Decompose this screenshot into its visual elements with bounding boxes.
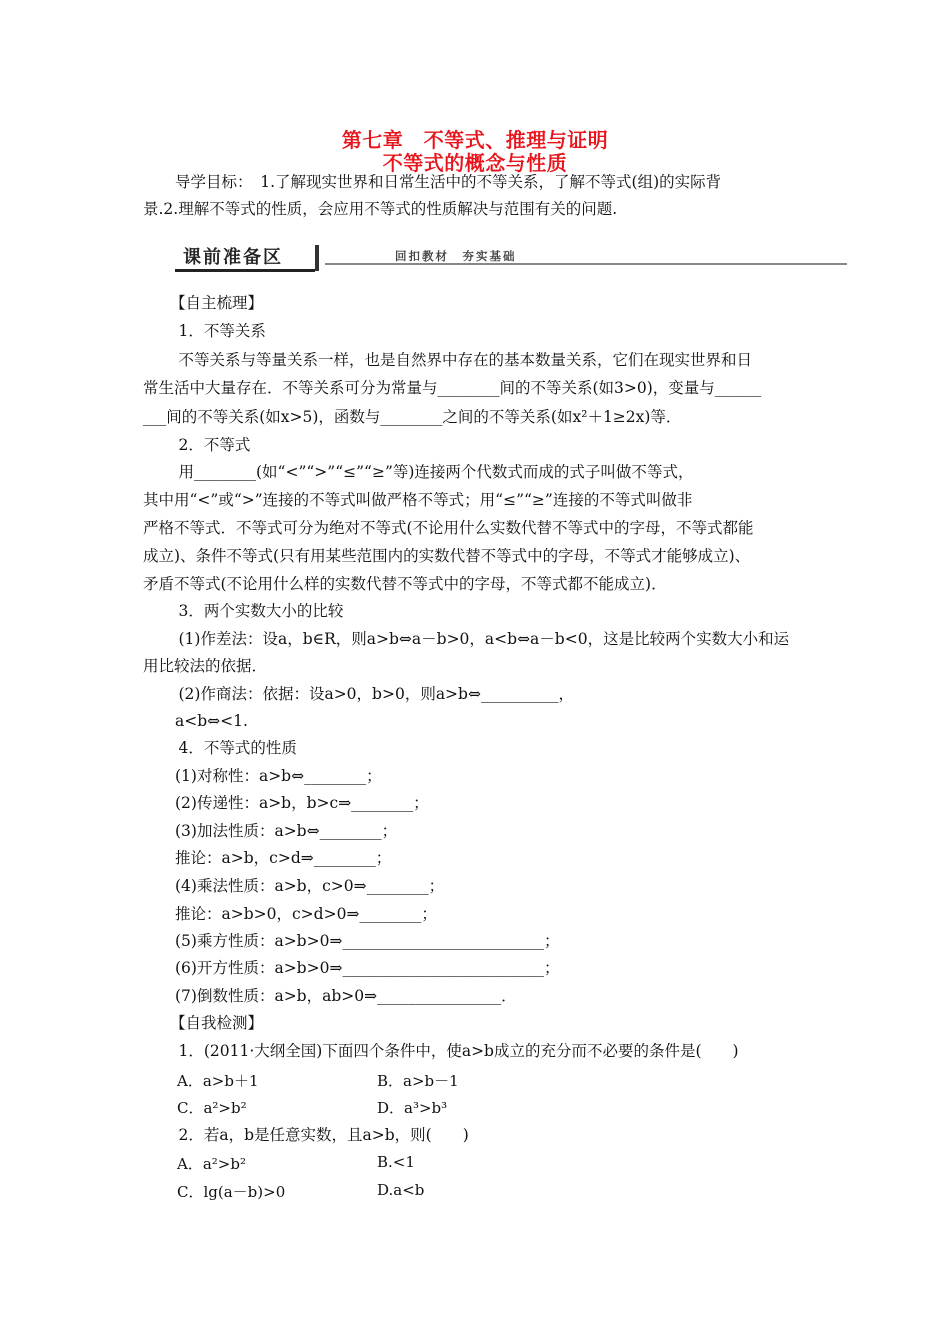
text-line: (1)作差法：设a，b∈R，则a>b⇔a－b>0，a<b⇔a－b<0，这是比较两个实数大小和运 — [163, 630, 790, 648]
item-2-title: 2．不等式 — [163, 436, 251, 454]
property-line: (7)倒数性质：a>b，ab>0⇒________________． — [175, 987, 517, 1005]
property-line: 推论：a>b>0，c>d>0⇒________； — [175, 905, 437, 923]
q2-option-c: C．lg(a－b)>0 — [177, 1183, 286, 1201]
text-line: 用________(如“<”“>”“≤”“≥”等)连接两个代数式而成的式子叫做不等式， — [163, 463, 694, 481]
text-line: 用比较法的依据． — [143, 657, 268, 675]
property-line: (5)乘方性质：a>b>0⇒__________________________； — [175, 932, 560, 950]
text-line: (2)作商法：依据：设a>0，b>0，则a>b⇔__________， — [163, 685, 574, 703]
text-line: a<b⇔<1. — [175, 712, 248, 730]
q2-option-d: D.a<b — [377, 1181, 425, 1199]
item-3-title: 3．两个实数大小的比较 — [163, 602, 344, 620]
q1-option-c: C．a²>b² — [177, 1099, 247, 1117]
banner-subtitle: 回扣教材 夯实基础 — [395, 249, 517, 263]
text-line: 严格不等式．不等式可分为绝对不等式(不论用什么实数代替不等式中的字母，不等式都能 — [143, 519, 754, 537]
text-line: 不等关系与等量关系一样，也是自然界中存在的基本数量关系，它们在现实世界和日 — [163, 351, 753, 369]
q1-option-a: A．a>b＋1 — [177, 1072, 259, 1090]
banner-title: 课前准备区 — [183, 247, 283, 268]
chapter-title: 第七章 不等式、推理与证明 — [341, 128, 609, 152]
property-line: (6)开方性质：a>b>0⇒__________________________； — [175, 959, 560, 977]
section-banner — [175, 243, 847, 273]
banner-divider — [315, 245, 319, 271]
heading-self-test: 【自我检测】 — [170, 1014, 264, 1032]
q1-option-d: D．a³>b³ — [377, 1099, 448, 1117]
question-1-stem: 1．(2011·大纲全国)下面四个条件中，使a>b成立的充分而不必要的条件是( ) — [163, 1042, 739, 1060]
property-line: (4)乘法性质：a>b，c>0⇒________； — [175, 877, 445, 895]
property-line: (2)传递性：a>b，b>c⇒________； — [175, 794, 429, 812]
heading-self-review: 【自主梳理】 — [170, 294, 264, 312]
property-line: 推论：a>b，c>d⇒________； — [175, 849, 392, 867]
banner-underline — [175, 269, 315, 272]
q2-option-b: B.<1 — [377, 1153, 415, 1171]
section-title: 不等式的概念与性质 — [382, 151, 568, 175]
q1-option-b: B．a>b－1 — [377, 1072, 459, 1090]
text-line: ___间的不等关系(如x>5)，函数与________之间的不等关系(如x²＋1≥2x)等． — [143, 408, 682, 426]
property-line: (1)对称性：a>b⇔________； — [175, 767, 382, 785]
question-2-stem: 2．若a，b是任意实数，且a>b，则( ) — [163, 1126, 469, 1144]
text-line: 常生活中大量存在．不等关系可分为常量与________间的不等关系(如3>0)，变量与______ — [143, 379, 762, 397]
text-line: 矛盾不等式(不论用什么样的实数代替不等式中的字母，不等式都不能成立)． — [143, 575, 667, 593]
text-line: 成立)、条件不等式(只有用某些范围内的实数代替不等式中的字母，不等式才能够成立)、 — [143, 547, 751, 565]
q2-option-a: A．a²>b² — [177, 1155, 246, 1173]
goals-line-2: 景.2.理解不等式的性质，会应用不等式的性质解决与范围有关的问题. — [143, 200, 618, 218]
item-1-title: 1．不等关系 — [163, 322, 266, 340]
goals-line-1: 导学目标： 1.了解现实世界和日常生活中的不等关系，了解不等式(组)的实际背 — [175, 173, 722, 191]
item-4-title: 4．不等式的性质 — [163, 739, 297, 757]
text-line: 其中用“<”或“>”连接的不等式叫做严格不等式；用“≤”“≥”连接的不等式叫做非 — [143, 491, 693, 509]
property-line: (3)加法性质：a>b⇔________； — [175, 822, 398, 840]
